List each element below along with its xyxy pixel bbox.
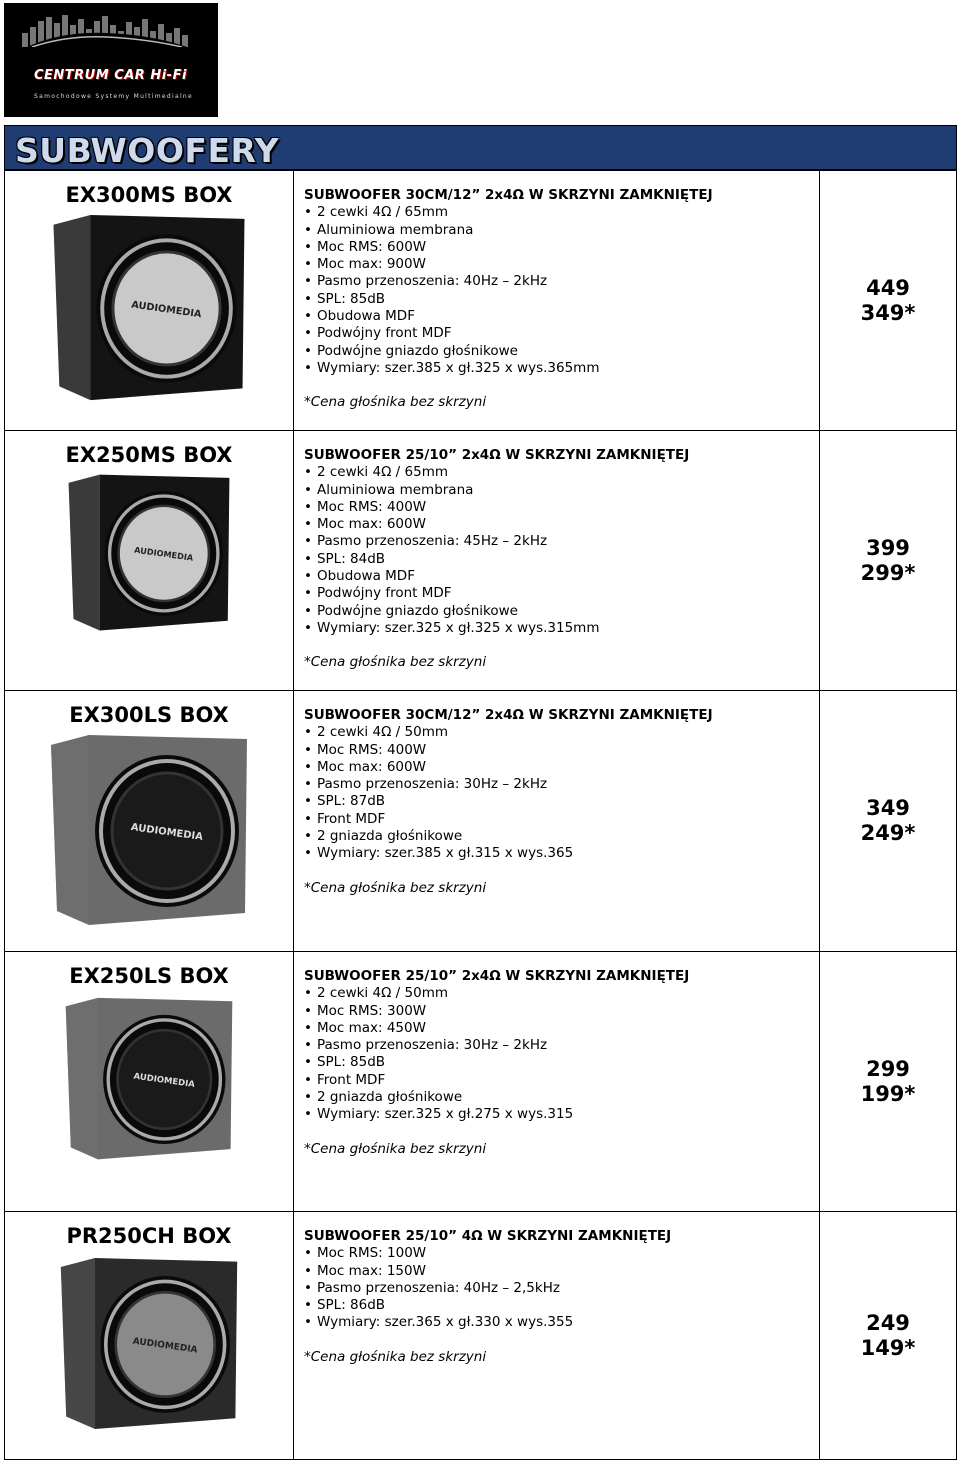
feature-item: • 2 gniazda głośnikowe	[304, 828, 819, 845]
product-row	[5, 171, 957, 431]
product-description	[294, 952, 819, 1158]
product-description-cell	[294, 431, 820, 691]
product-image-cell	[5, 1212, 294, 1460]
speaker-brand-label: AUDIOMEDIA	[132, 1071, 196, 1091]
feature-item: • Wymiary: szer.325 x gł.325 x wys.315mm	[304, 620, 819, 637]
logo-brand-text: CENTRUM CAR Hi-Fi	[34, 68, 187, 83]
subwoofer-box-image	[64, 994, 234, 1164]
feature-list	[304, 985, 819, 1123]
subwoofer-box-image	[64, 473, 234, 633]
logo-tagline: Samochodowe Systemy Multimedialne	[34, 93, 194, 100]
product-table	[4, 170, 957, 1460]
product-price-cell	[820, 952, 957, 1212]
feature-item: • SPL: 85dB	[304, 291, 819, 308]
subwoofer-box-image	[49, 733, 249, 928]
feature-item: • Wymiary: szer.385 x gł.325 x wys.365mm	[304, 360, 819, 377]
feature-item: • Aluminiowa membrana	[304, 482, 819, 499]
product-price-cell	[820, 171, 957, 431]
price-speaker-only: 149*	[860, 1335, 916, 1360]
feature-item: • Moc max: 150W	[304, 1263, 819, 1280]
price-note: *Cena głośnika bez skrzyni	[304, 654, 487, 671]
product-description	[294, 1212, 819, 1366]
product-description	[294, 691, 819, 897]
feature-item: • Pasmo przenoszenia: 30Hz – 2kHz	[304, 1037, 819, 1054]
price-speaker-only: 199*	[860, 1081, 916, 1106]
price-note: *Cena głośnika bez skrzyni	[304, 394, 487, 411]
feature-item: • 2 cewki 4Ω / 50mm	[304, 724, 819, 741]
feature-item: • Front MDF	[304, 811, 819, 828]
price-with-box: 299	[866, 1056, 910, 1081]
feature-item: • Moc max: 600W	[304, 759, 819, 776]
feature-item: • 2 gniazda głośnikowe	[304, 1089, 819, 1106]
product-row	[5, 1212, 957, 1460]
feature-item: • SPL: 85dB	[304, 1054, 819, 1071]
speaker-brand-label: AUDIOMEDIA	[130, 821, 204, 843]
product-name: PR250CH BOX	[66, 1224, 232, 1248]
subwoofer-box-image	[59, 1254, 239, 1434]
feature-item: • 2 cewki 4Ω / 50mm	[304, 985, 819, 1002]
section-header	[4, 125, 957, 170]
feature-item: • Moc max: 450W	[304, 1020, 819, 1037]
product-title: SUBWOOFER 25/10” 2x4Ω W SKRZYNI ZAMKNIĘTEJ	[304, 968, 690, 984]
product-name: EX250MS BOX	[65, 443, 233, 467]
feature-item: • Wymiary: szer.365 x gł.330 x wys.355	[304, 1314, 819, 1331]
feature-item: • Pasmo przenoszenia: 30Hz – 2kHz	[304, 776, 819, 793]
feature-item: • Pasmo przenoszenia: 40Hz – 2,5kHz	[304, 1280, 819, 1297]
feature-item: • Moc max: 900W	[304, 256, 819, 273]
price-with-box: 399	[866, 535, 910, 560]
price-with-box: 349	[866, 796, 910, 820]
product-row	[5, 431, 957, 691]
subwoofer-box-image	[49, 213, 249, 403]
feature-item: • Moc RMS: 100W	[304, 1245, 819, 1262]
product-description-cell	[294, 171, 820, 431]
feature-item: • Moc RMS: 400W	[304, 742, 819, 759]
feature-item: • Moc RMS: 600W	[304, 239, 819, 256]
feature-item: • Podwójny front MDF	[304, 585, 819, 602]
feature-list	[304, 1245, 819, 1331]
price-with-box: 449	[866, 275, 910, 300]
feature-item: • Front MDF	[304, 1072, 819, 1089]
feature-item: • Wymiary: szer.325 x gł.275 x wys.315	[304, 1106, 819, 1123]
feature-item: • 2 cewki 4Ω / 65mm	[304, 204, 819, 221]
product-title: SUBWOOFER 30CM/12” 2x4Ω W SKRZYNI ZAMKNIĘTEJ	[304, 187, 713, 203]
feature-item: • Moc RMS: 300W	[304, 1003, 819, 1020]
feature-item: • SPL: 86dB	[304, 1297, 819, 1314]
product-row	[5, 691, 957, 952]
product-title: SUBWOOFER 25/10” 4Ω W SKRZYNI ZAMKNIĘTEJ	[304, 1228, 672, 1244]
equalizer-logo-graphic	[22, 13, 192, 47]
product-price-cell	[820, 691, 957, 952]
product-image-cell	[5, 431, 294, 691]
feature-item: • Pasmo przenoszenia: 45Hz – 2kHz	[304, 533, 819, 550]
product-row	[5, 952, 957, 1212]
product-description-cell	[294, 1212, 820, 1460]
product-price-cell	[820, 431, 957, 691]
feature-item: • Podwójny front MDF	[304, 325, 819, 342]
product-image-cell	[5, 171, 294, 431]
price-with-box: 249	[866, 1310, 910, 1335]
product-title: SUBWOOFER 30CM/12” 2x4Ω W SKRZYNI ZAMKNIĘTEJ	[304, 707, 713, 723]
speaker-brand-label: AUDIOMEDIA	[131, 1336, 199, 1356]
feature-list	[304, 204, 819, 377]
price-note: *Cena głośnika bez skrzyni	[304, 879, 487, 896]
product-image-cell	[5, 691, 294, 952]
feature-item: • Podwójne gniazdo głośnikowe	[304, 603, 819, 620]
price-note: *Cena głośnika bez skrzyni	[304, 1140, 487, 1157]
feature-item: • Obudowa MDF	[304, 308, 819, 325]
speaker-brand-label: AUDIOMEDIA	[133, 544, 194, 563]
product-price-cell	[820, 1212, 957, 1460]
product-name: EX300LS BOX	[69, 703, 229, 727]
feature-list	[304, 464, 819, 637]
feature-item: • Wymiary: szer.385 x gł.315 x wys.365	[304, 845, 819, 862]
feature-item: • SPL: 87dB	[304, 793, 819, 810]
product-description-cell	[294, 691, 820, 952]
product-name: EX300MS BOX	[65, 183, 233, 207]
speaker-brand-label: AUDIOMEDIA	[130, 299, 203, 321]
feature-item: • SPL: 84dB	[304, 551, 819, 568]
company-logo	[4, 3, 218, 117]
product-description	[294, 431, 819, 672]
price-note: *Cena głośnika bez skrzyni	[304, 1348, 487, 1365]
feature-list	[304, 724, 819, 862]
product-image-cell	[5, 952, 294, 1212]
price-speaker-only: 349*	[860, 300, 916, 325]
product-name: EX250LS BOX	[69, 964, 229, 988]
product-description	[294, 171, 819, 412]
price-speaker-only: 299*	[860, 560, 916, 585]
feature-item: • Moc RMS: 400W	[304, 499, 819, 516]
product-title: SUBWOOFER 25/10” 2x4Ω W SKRZYNI ZAMKNIĘTEJ	[304, 447, 690, 463]
page-title: SUBWOOFERY	[15, 131, 280, 170]
feature-item: • Obudowa MDF	[304, 568, 819, 585]
price-speaker-only: 249*	[860, 821, 916, 845]
feature-item: • Podwójne gniazdo głośnikowe	[304, 343, 819, 360]
feature-item: • Moc max: 600W	[304, 516, 819, 533]
feature-item: • Aluminiowa membrana	[304, 222, 819, 239]
feature-item: • Pasmo przenoszenia: 40Hz – 2kHz	[304, 273, 819, 290]
product-description-cell	[294, 952, 820, 1212]
feature-item: • 2 cewki 4Ω / 65mm	[304, 464, 819, 481]
